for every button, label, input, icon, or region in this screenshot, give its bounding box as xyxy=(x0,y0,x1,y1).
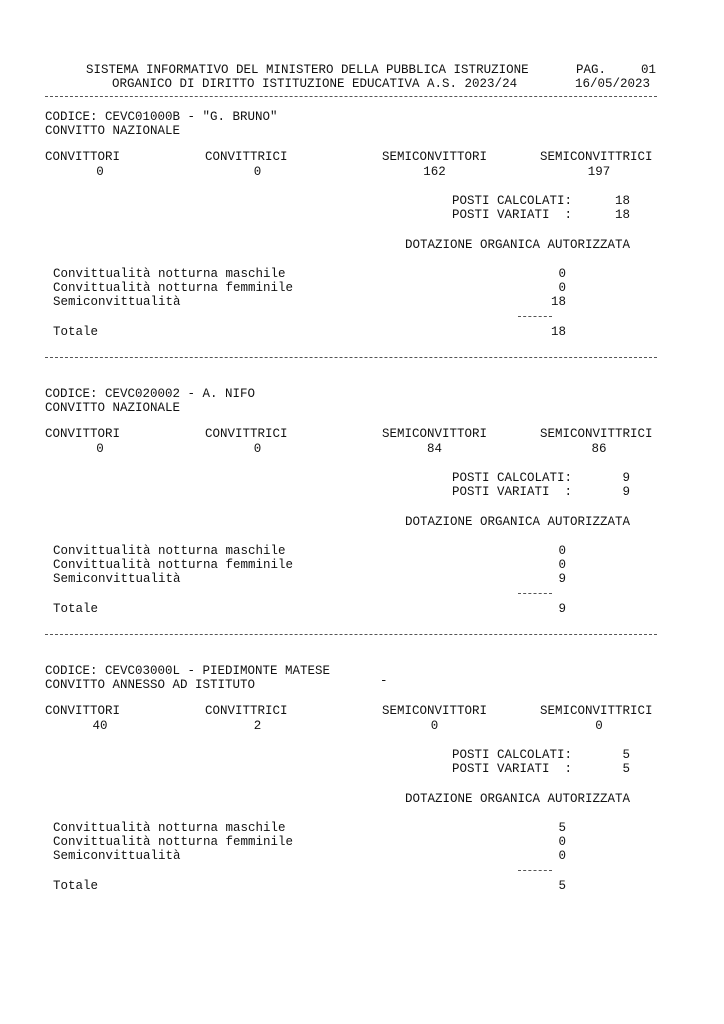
posti-calcolati-label: POSTI CALCOLATI: xyxy=(452,471,573,485)
posti-variati-value: 18 xyxy=(614,208,630,222)
semiconvittualita-value: 18 xyxy=(550,295,566,309)
posti-calcolati-label: POSTI CALCOLATI: xyxy=(452,748,573,762)
convittrici-header: CONVITTRICI xyxy=(205,427,288,441)
subtotal-divider xyxy=(518,316,552,317)
notturna-femminile-value: 0 xyxy=(558,558,566,572)
notturna-maschile-label: Convittualità notturna maschile xyxy=(53,267,286,281)
convittrici-value: 2 xyxy=(253,719,262,733)
posti-variati-value: 5 xyxy=(622,762,630,776)
header-subtitle: ORGANICO DI DIRITTO ISTITUZIONE EDUCATIVA A.S. 2023/24 xyxy=(112,77,518,91)
header-divider xyxy=(45,96,657,97)
convittori-value: 0 xyxy=(96,165,104,179)
notturna-femminile-label: Convittualità notturna femminile xyxy=(53,835,294,849)
header-title: SISTEMA INFORMATIVO DEL MINISTERO DELLA PUBBLICA ISTRUZIONE xyxy=(86,63,529,77)
school-type: CONVITTO ANNESSO AD ISTITUTO xyxy=(45,678,256,692)
convittori-header: CONVITTORI xyxy=(45,150,121,164)
semiconvittori-value: 162 xyxy=(423,165,446,179)
notturna-maschile-value: 0 xyxy=(558,267,566,281)
semiconvittualita-label: Semiconvittualità xyxy=(53,572,181,586)
dotazione-heading: DOTAZIONE ORGANICA AUTORIZZATA xyxy=(405,238,631,252)
semiconvittrici-value: 197 xyxy=(587,165,611,179)
totale-value: 5 xyxy=(558,879,566,893)
notturna-maschile-label: Convittualità notturna maschile xyxy=(53,821,286,835)
totale-label: Totale xyxy=(53,879,99,893)
semiconvittualita-label: Semiconvittualità xyxy=(53,849,181,863)
school-type-extra: - xyxy=(380,674,388,688)
school-code: CODICE: CEVC01000B - "G. BRUNO" xyxy=(45,110,278,124)
school-code: CODICE: CEVC020002 - A. NIFO xyxy=(45,387,256,401)
semiconvittori-header: SEMICONVITTORI xyxy=(382,150,488,164)
posti-calcolati-value: 5 xyxy=(622,748,630,762)
notturna-femminile-value: 0 xyxy=(558,835,566,849)
notturna-femminile-label: Convittualità notturna femminile xyxy=(53,558,294,572)
totale-label: Totale xyxy=(53,325,99,339)
convittori-header: CONVITTORI xyxy=(45,704,121,718)
convittrici-header: CONVITTRICI xyxy=(205,704,288,718)
semiconvittrici-value: 0 xyxy=(595,719,603,733)
notturna-femminile-value: 0 xyxy=(558,281,566,295)
semiconvittrici-header: SEMICONVITTRICI xyxy=(540,150,653,164)
semiconvittualita-value: 9 xyxy=(558,572,566,586)
semiconvittori-value: 84 xyxy=(426,442,442,456)
semiconvittori-header: SEMICONVITTORI xyxy=(382,704,488,718)
semiconvittrici-header: SEMICONVITTRICI xyxy=(540,427,653,441)
totale-value: 18 xyxy=(550,325,566,339)
section-divider xyxy=(45,634,657,635)
notturna-femminile-label: Convittualità notturna femminile xyxy=(53,281,294,295)
convittrici-header: CONVITTRICI xyxy=(205,150,288,164)
convittori-value: 40 xyxy=(92,719,108,733)
convittori-value: 0 xyxy=(96,442,104,456)
semiconvittrici-header: SEMICONVITTRICI xyxy=(540,704,653,718)
school-type: CONVITTO NAZIONALE xyxy=(45,401,181,415)
posti-calcolati-label: POSTI CALCOLATI: xyxy=(452,194,573,208)
semiconvittori-value: 0 xyxy=(430,719,439,733)
semiconvittrici-value: 86 xyxy=(591,442,607,456)
page-number: 01 xyxy=(640,63,656,77)
notturna-maschile-value: 5 xyxy=(558,821,566,835)
posti-variati-value: 9 xyxy=(622,485,630,499)
section-divider xyxy=(45,357,657,358)
semiconvittori-header: SEMICONVITTORI xyxy=(382,427,488,441)
notturna-maschile-value: 0 xyxy=(558,544,566,558)
convittori-header: CONVITTORI xyxy=(45,427,121,441)
school-code: CODICE: CEVC03000L - PIEDIMONTE MATESE xyxy=(45,664,331,678)
school-type: CONVITTO NAZIONALE xyxy=(45,124,181,138)
posti-variati-label: POSTI VARIATI : xyxy=(452,208,573,222)
posti-variati-label: POSTI VARIATI : xyxy=(452,762,573,776)
posti-calcolati-value: 9 xyxy=(622,471,630,485)
subtotal-divider xyxy=(518,593,552,594)
semiconvittualita-value: 0 xyxy=(558,849,566,863)
posti-calcolati-value: 18 xyxy=(614,194,630,208)
totale-value: 9 xyxy=(558,602,566,616)
posti-variati-label: POSTI VARIATI : xyxy=(452,485,573,499)
header-date: 16/05/2023 xyxy=(575,77,651,91)
convittrici-value: 0 xyxy=(253,442,262,456)
semiconvittualita-label: Semiconvittualità xyxy=(53,295,181,309)
convittrici-value: 0 xyxy=(253,165,262,179)
page-label: PAG. xyxy=(576,63,607,77)
totale-label: Totale xyxy=(53,602,99,616)
dotazione-heading: DOTAZIONE ORGANICA AUTORIZZATA xyxy=(405,792,631,806)
notturna-maschile-label: Convittualità notturna maschile xyxy=(53,544,286,558)
dotazione-heading: DOTAZIONE ORGANICA AUTORIZZATA xyxy=(405,515,631,529)
subtotal-divider xyxy=(518,870,552,871)
